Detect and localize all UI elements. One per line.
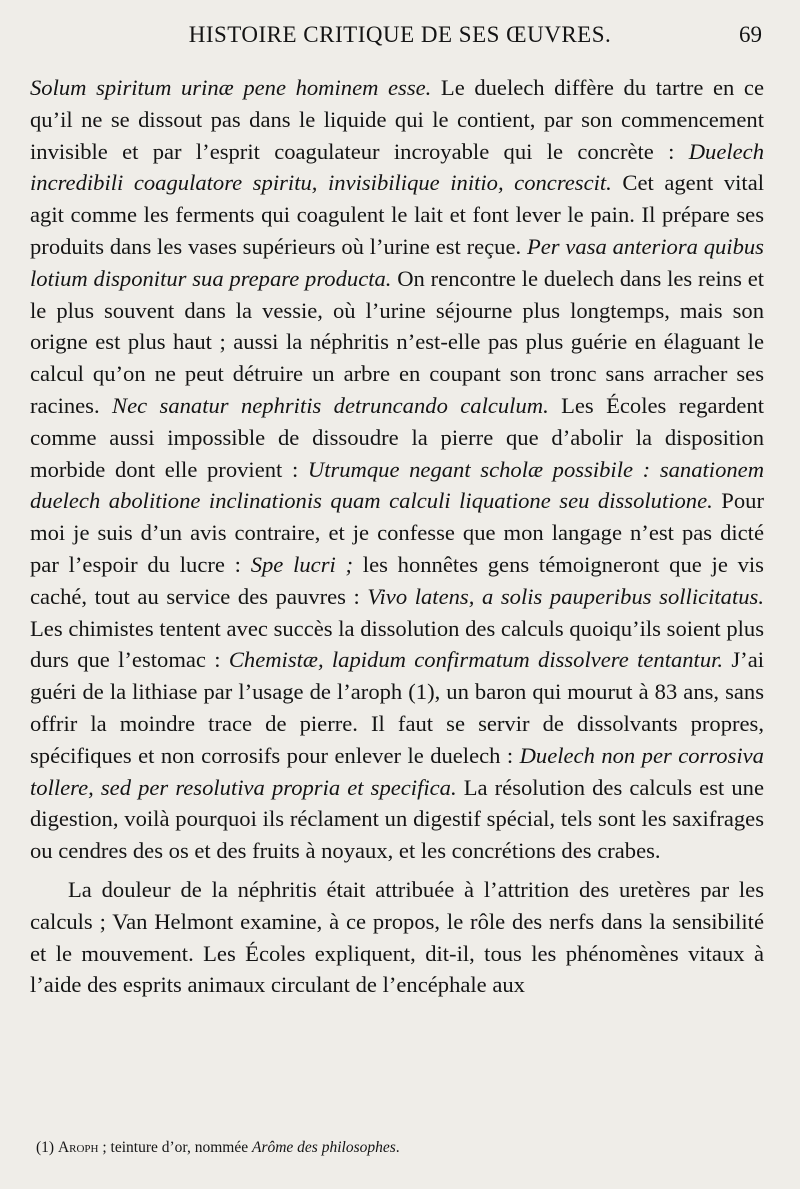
- latin-quote: Chemistæ, lapidum confirmatum dissolvere tentantur.: [228, 647, 724, 673]
- text-run: Cet agent vital agit comme les ferments qui coagulent le lait et font lever le pain. Il prépare ses produits dans les vases supérieurs où l’urine est reçue.: [30, 170, 765, 259]
- text-run: Le duelech diffère du tartre en ce qu’il ne se dissout pas dans le liquide qui le contient, par son commencement invisible et par l’esprit coagulateur incroyable qui le concrète :: [30, 75, 764, 164]
- latin-quote: Duelech non per corrosiva tollere, sed per resolutiva propria et specifica.: [30, 742, 764, 800]
- latin-quote: Nec sanatur nephritis detruncando calculum.: [112, 392, 549, 418]
- paragraph: [30, 874, 764, 1001]
- body-text: [30, 72, 764, 1001]
- footnote-text: ; teinture d’or, nommée: [98, 1139, 252, 1156]
- footnote: [36, 1138, 764, 1158]
- footnote-end: .: [395, 1139, 400, 1156]
- text-run: les honnêtes gens témoigneront que je vis caché, tout au service des pauvres :: [30, 551, 764, 609]
- text-run: Les Écoles regardent comme aussi impossible de dissoudre la pierre que d’abolir la disposition morbide dont elle provient :: [30, 392, 765, 482]
- page-number: 69: [739, 22, 762, 47]
- latin-quote: Duelech incredibili coagulatore spiritu, invisibilique initio, concrescit.: [30, 138, 764, 196]
- page-header: [0, 22, 800, 56]
- latin-quote: Spe lucri ;: [250, 551, 354, 577]
- latin-quote: Solum spiritum urinæ pene hominem esse.: [30, 75, 432, 100]
- text-run: La douleur de la néphritis était attribuée à l’attrition des uretères par les calculs ; Van Helmont examine, à ce propos, le rôle des nerfs dans la sensibilité et le mouvement. Les Écoles expliquent, dit-il, tous les phénomènes vitaux à l’aide des esprits animaux circulant de l’encéphale aux: [30, 876, 764, 998]
- text-run: La résolution des calculs est une digestion, voilà pourquoi ils réclament un digestif spécial, tels sont les saxifrages ou cendres des os et des fruits à noyaux, et les concrétions des crabes.: [30, 774, 764, 864]
- text-run: On rencontre le duelech dans les reins et le plus souvent dans la vessie, où l’urine séjourne plus longtemps, mais son origne est plus haut ; aussi la néphritis n’est-elle pas plus guérie en élaguant le calcul qu’on ne peut détruire un arbre en coupant son tronc sans arracher ses racines.: [30, 265, 764, 418]
- text-run: Les chimistes tentent avec succès la dissolution des calculs quoiqu’ils soient plus durs que l’estomac :: [30, 615, 764, 673]
- latin-quote: Per vasa anteriora quibus lotium disponitur sua prepare producta.: [30, 233, 764, 291]
- text-run: J’ai guéri de la lithiase par l’usage de l’aroph (1), un baron qui mourut à 83 ans, sans offrir la moindre trace de pierre. Il faut se servir de dissolvants propres, spécifiques et non corrosifs pour enlever le duelech :: [30, 647, 764, 768]
- footnote-marker: (1): [36, 1139, 55, 1156]
- paragraph: [30, 72, 764, 867]
- footnote-italic: Arôme des philosophes: [251, 1139, 396, 1156]
- running-title: HISTOIRE CRITIQUE DE SES ŒUVRES.: [188, 22, 612, 47]
- footnote-term: Aroph: [57, 1139, 99, 1156]
- latin-quote: Utrumque negant scholæ possibile : sanationem duelech abolitione inclinationis quam calculi liquatione seu dissolutione.: [30, 456, 765, 514]
- text-run: Pour moi je suis d’un avis contraire, et je confesse que mon langage n’est pas dicté par l’espoir du lucre :: [30, 488, 764, 577]
- latin-quote: Vivo latens, a solis pauperibus sollicitatus.: [367, 583, 764, 609]
